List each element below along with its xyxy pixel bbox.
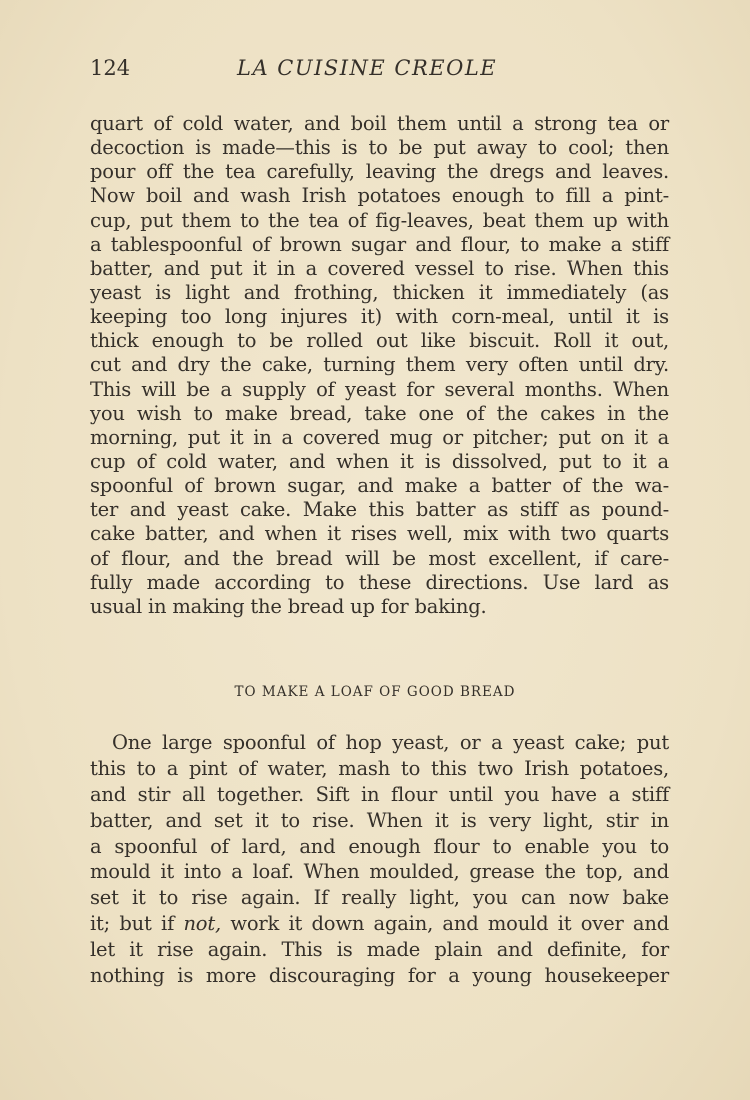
text-line: yeast is light and frothing, thicken it immediately (as (90, 280, 669, 304)
page-number: 124 (90, 56, 131, 80)
text-segment: it; but if (90, 912, 184, 936)
text-line: cut and dry the cake, turning them very often until dry. (90, 353, 669, 377)
text-line: batter, and set it to rise. When it is very light, stir in (90, 808, 669, 832)
paragraph-1 (90, 112, 669, 619)
running-title: LA CUISINE CREOLE (237, 56, 498, 80)
text-line: morning, put it in a covered mug or pitcher; put on it a (90, 425, 669, 449)
text-line: of flour, and the bread will be most excellent, if care- (90, 546, 669, 570)
text-line: cake batter, and when it rises well, mix with two quarts (90, 522, 669, 546)
section-heading: TO MAKE A LOAF OF GOOD BREAD (234, 684, 516, 700)
paragraph-2 (90, 730, 669, 989)
text-line: usual in making the bread up for baking. (90, 594, 487, 618)
text-line: cup, put them to the tea of fig-leaves, beat them up with (90, 208, 669, 232)
text-line: nothing is more discouraging for a young housekeeper (90, 964, 669, 988)
text-line: set it to rise again. If really light, you can now bake (90, 886, 669, 910)
text-line: fully made according to these directions. Use lard as (90, 570, 669, 594)
text-line: spoonful of brown sugar, and make a batter of the wa- (90, 474, 669, 498)
running-header (90, 56, 670, 86)
text-line: let it rise again. This is made plain and definite, for (90, 938, 669, 962)
text-line: a spoonful of lard, and enough flour to enable you to (90, 834, 669, 858)
text-line: and stir all together. Sift in flour until you have a stiff (90, 782, 669, 806)
text-line: cup of cold water, and when it is dissolved, put to it a (90, 449, 669, 473)
text-line: decoction is made—this is to be put away to cool; then (90, 136, 669, 160)
text-line: quart of cold water, and boil them until a strong tea or (90, 112, 669, 135)
text-line: One large spoonful of hop yeast, or a yeast cake; put (112, 731, 669, 754)
text-line: a tablespoonful of brown sugar and flour, to make a stiff (90, 232, 669, 256)
text-line: Now boil and wash Irish potatoes enough to fill a pint- (90, 184, 669, 208)
text-segment: work it down again, and mould it over and (221, 912, 669, 936)
text-line: thick enough to be rolled out like biscuit. Roll it out, (90, 329, 669, 353)
text-line: mould it into a loaf. When moulded, grease the top, and (90, 860, 669, 884)
text-line: keeping too long injures it) with corn-meal, until it is (90, 305, 669, 329)
text-line: batter, and put it in a covered vessel to rise. When this (90, 256, 669, 280)
text-line: this to a pint of water, mash to this two Irish potatoes, (90, 756, 669, 780)
text-line: pour off the tea carefully, leaving the dregs and leaves. (90, 160, 669, 184)
text-line (90, 911, 669, 937)
text-line: ter and yeast cake. Make this batter as stiff as pound- (90, 498, 669, 522)
italic-text: not, (183, 912, 221, 936)
text-line: This will be a supply of yeast for several months. When (90, 377, 669, 401)
text-line: you wish to make bread, take one of the cakes in the (90, 401, 669, 425)
